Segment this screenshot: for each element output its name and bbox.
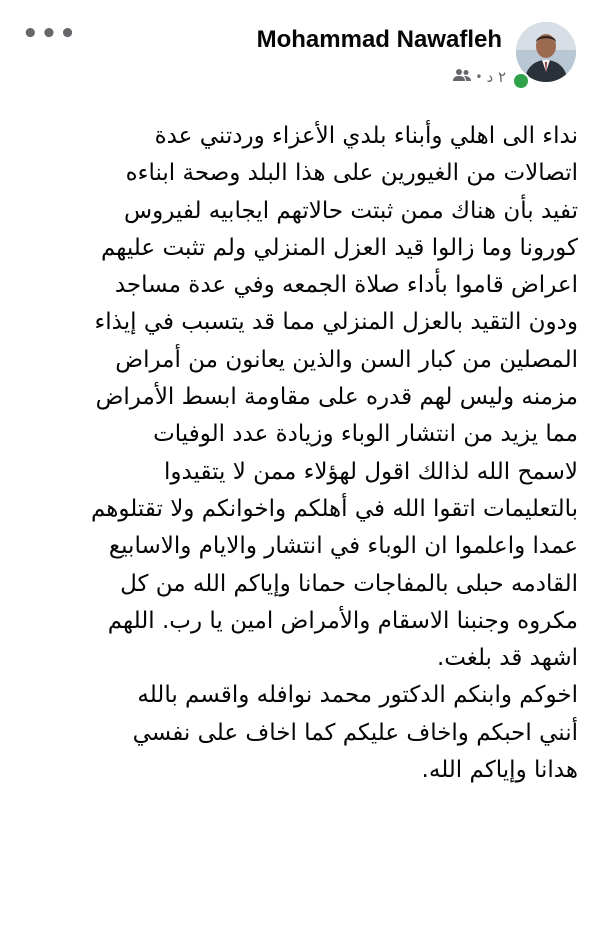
post-text-line: ودون التقيد بالعزل المنزلي مما قد يتسبب في إيذاء bbox=[94, 309, 578, 336]
post-meta bbox=[453, 68, 506, 86]
post-text-line: اشهد قد بلغت. bbox=[436, 645, 578, 672]
post-text-line: مما يزيد من انتشار الوباء وزيادة عدد الوفيات bbox=[153, 421, 578, 448]
post-header bbox=[0, 0, 594, 100]
post-text-line: عمدا واعلموا ان الوباء في انتشار والايام والاسابيع bbox=[108, 533, 578, 560]
post-text-line: لاسمح الله لذالك اقول لهؤلاء ممن لا يتقيدوا bbox=[163, 458, 578, 485]
post-text-line: تفيد بأن هناك ممن ثبتت حالاتهم ايجابيه لفيروس bbox=[124, 197, 578, 224]
post-text-line: المصلين من كبار السن والذين يعانون من أمراض bbox=[115, 346, 578, 373]
post-text-line: اتصالات من الغيورين على هذا البلد وصحة ابناءه bbox=[125, 160, 578, 187]
post-timestamp[interactable]: ٢ د bbox=[486, 68, 506, 86]
friends-icon[interactable] bbox=[453, 68, 471, 86]
post-text-line: بالتعليمات اتقوا الله في أهلكم واخوانكم ولا تقتلوهم bbox=[90, 495, 578, 522]
online-status-dot bbox=[512, 72, 530, 90]
separator-dot: • bbox=[475, 70, 483, 84]
author-name[interactable]: Mohammad Nawafleh bbox=[256, 26, 502, 53]
post-text-line: اعراض قاموا بأداء صلاة الجمعه وفي عدة مساجد bbox=[114, 272, 578, 299]
post-text-line: نداء الى اهلي وأبناء بلدي الأعزاء وردتني عدة bbox=[154, 123, 578, 149]
more-options-icon[interactable]: ••• bbox=[22, 19, 78, 49]
post-text-line: هدانا وإياكم الله. bbox=[421, 757, 578, 784]
post-text-line: القادمه حبلى بالمفاجات حمانا وإياكم الله من كل bbox=[120, 570, 578, 597]
post-text-line: أنني احبكم واخاف عليكم كما اخاف على نفسي bbox=[132, 719, 578, 746]
post-text-line: مزمنه وليس لهم قدره على مقاومة ابسط الأمراض bbox=[95, 384, 578, 411]
post-text-line: مكروه وجنبنا الاسقام والأمراض امين يا رب. اللهم bbox=[107, 607, 578, 634]
post-text-line: كورونا وما زالوا قيد العزل المنزلي ولم تثبت عليهم bbox=[100, 234, 578, 261]
post-text-line: اخوكم وابنكم الدكتور محمد نوافله واقسم بالله bbox=[137, 682, 578, 709]
post-body-text bbox=[30, 118, 578, 789]
